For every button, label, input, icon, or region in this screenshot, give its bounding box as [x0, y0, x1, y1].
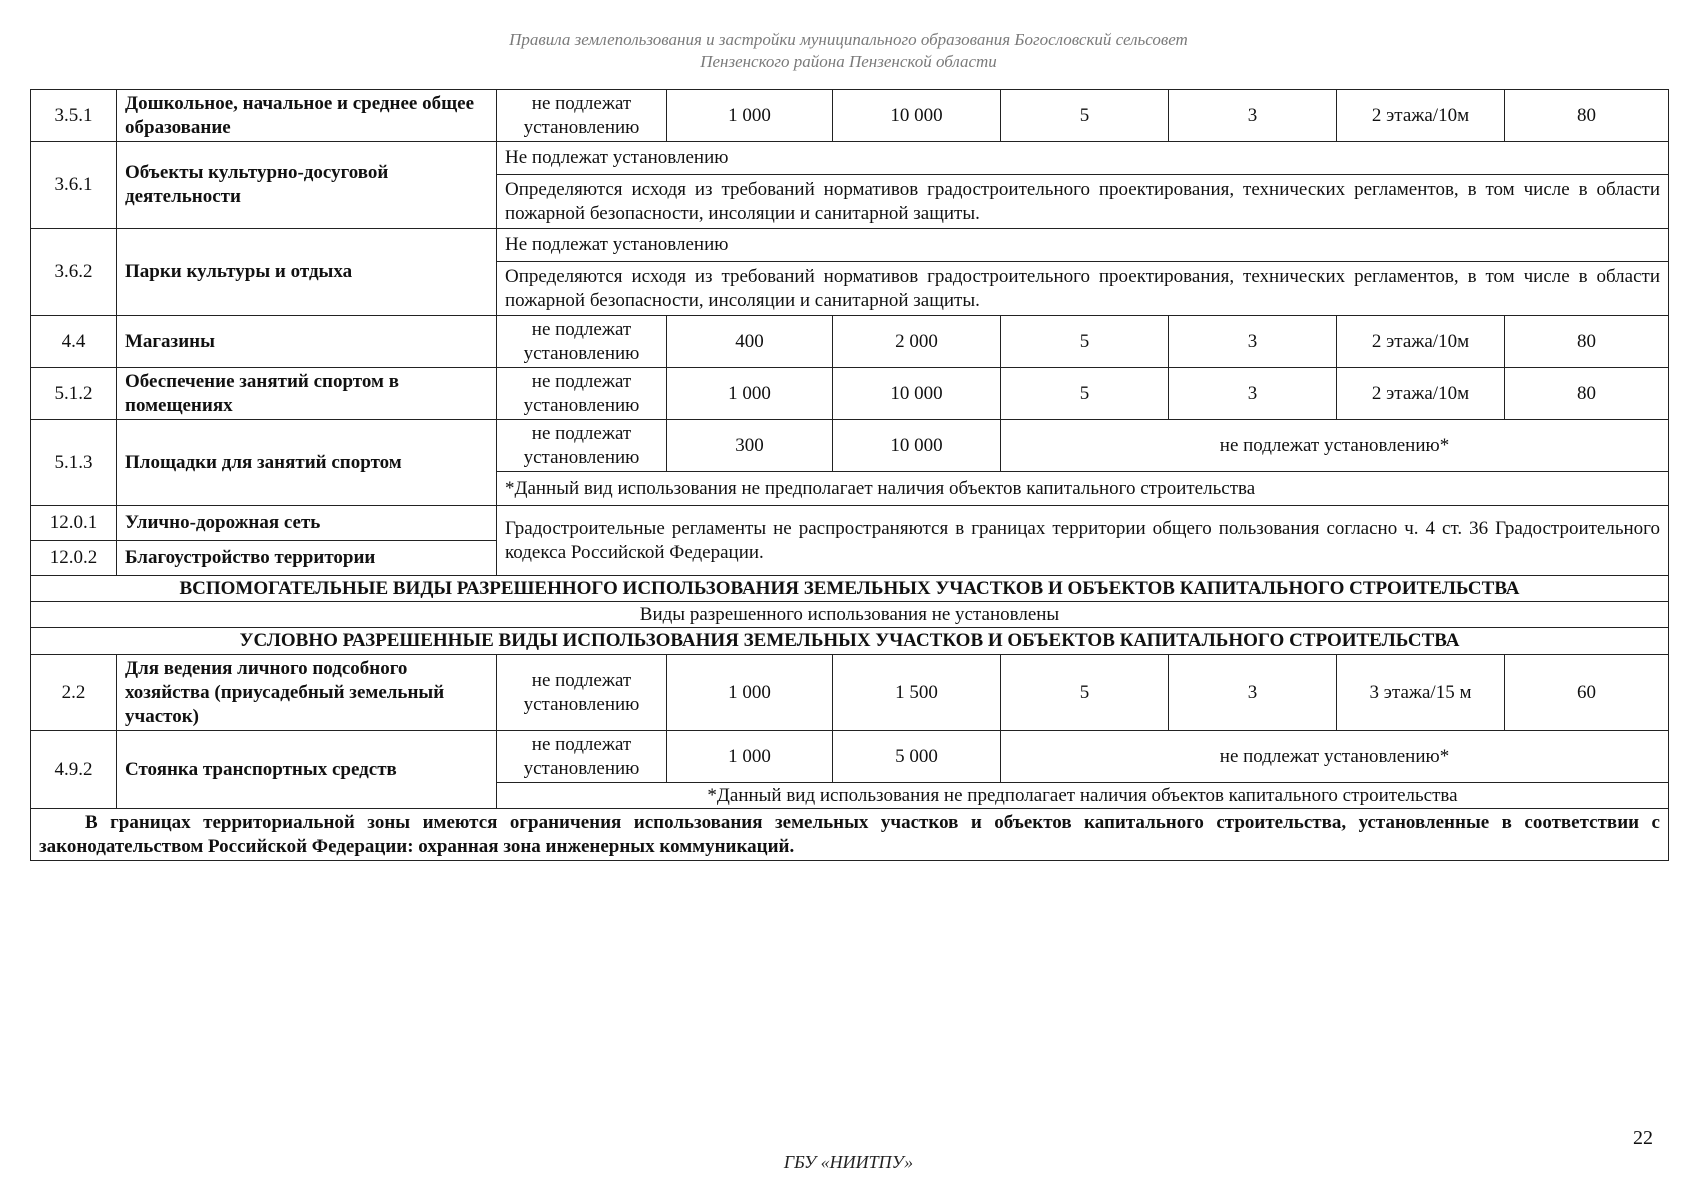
setback-other-cell: 3 — [1169, 368, 1337, 420]
coverage-cell: 80 — [1505, 316, 1669, 368]
land-use-regulations-table — [30, 89, 1669, 861]
setback-front-cell: 5 — [1001, 655, 1169, 731]
use-name: Благоустройство территории — [117, 541, 497, 576]
min-area-cell: 1 000 — [667, 655, 833, 731]
min-area-cell: 1 000 — [667, 368, 833, 420]
use-code: 4.9.2 — [31, 731, 117, 809]
use-code: 3.6.2 — [31, 229, 117, 316]
page-number: 22 — [1633, 1127, 1653, 1149]
use-name: Стоянка транспортных средств — [117, 731, 497, 809]
table-row — [31, 229, 1669, 262]
restrictions-note — [31, 809, 1669, 861]
setback-other-cell: 3 — [1169, 90, 1337, 142]
min-area-cell: 1 000 — [667, 731, 833, 783]
max-area-cell: 10 000 — [833, 420, 1001, 472]
use-code: 5.1.2 — [31, 368, 117, 420]
coverage-cell: 60 — [1505, 655, 1669, 731]
params-not-set-cell: не подлежат установлению* — [1001, 731, 1669, 783]
table-row — [31, 731, 1669, 783]
use-name: Объекты культурно-досуговой деятельности — [117, 142, 497, 229]
height-cell: 2 этажа/10м — [1337, 90, 1505, 142]
use-code: 5.1.3 — [31, 420, 117, 506]
setback-front-cell: 5 — [1001, 368, 1169, 420]
height-cell: 2 этажа/10м — [1337, 316, 1505, 368]
table-row — [31, 90, 1669, 142]
height-cell: 3 этажа/15 м — [1337, 655, 1505, 731]
use-code: 4.4 — [31, 316, 117, 368]
coverage-cell: 80 — [1505, 368, 1669, 420]
section-title-auxiliary: ВСПОМОГАТЕЛЬНЫЕ ВИДЫ РАЗРЕШЕННОГО ИСПОЛЬЗОВАНИЯ ЗЕМЕЛЬНЫХ УЧАСТКОВ И ОБЪЕКТОВ КАПИТАЛЬНОГО СТРОИТЕЛЬСТВА — [31, 576, 1669, 602]
running-header-line2: Пензенского района Пензенской области — [700, 52, 997, 71]
table-row — [31, 316, 1669, 368]
use-name: Магазины — [117, 316, 497, 368]
setback-front-cell: 5 — [1001, 316, 1169, 368]
params-not-set-cell: Не подлежат установлению — [497, 229, 1669, 262]
max-area-cell: 10 000 — [833, 90, 1001, 142]
regulations-exemption-cell: Градостроительные регламенты не распространяются в границах территории общего пользования согласно ч. 4 ст. 36 Градостроительного кодекса Российской Федерации. — [497, 506, 1669, 576]
footnote-cell: *Данный вид использования не предполагает наличия объектов капитального строительства — [497, 472, 1669, 506]
footnote-cell: *Данный вид использования не предполагает наличия объектов капитального строительства — [497, 783, 1669, 809]
table-row — [31, 506, 1669, 541]
min-area-cell: 300 — [667, 420, 833, 472]
section-title-conditional: УСЛОВНО РАЗРЕШЕННЫЕ ВИДЫ ИСПОЛЬЗОВАНИЯ ЗЕМЕЛЬНЫХ УЧАСТКОВ И ОБЪЕКТОВ КАПИТАЛЬНОГО СТРОИТЕЛЬСТВА — [31, 628, 1669, 655]
table-row — [31, 655, 1669, 731]
section-header-row — [31, 628, 1669, 655]
page-footer: ГБУ «НИИТПУ» — [783, 1152, 914, 1172]
use-code: 12.0.1 — [31, 506, 117, 541]
use-name: Дошкольное, начальное и среднее общее образование — [117, 90, 497, 142]
min-width-cell: не подлежат установлению — [497, 731, 667, 783]
setback-other-cell: 3 — [1169, 316, 1337, 368]
min-width-cell: не подлежат установлению — [497, 655, 667, 731]
running-header-line1: Правила землепользования и застройки муниципального образования Богословский сельсовет — [509, 30, 1188, 49]
section-header-row — [31, 576, 1669, 602]
use-name: Парки культуры и отдыха — [117, 229, 497, 316]
use-code: 3.6.1 — [31, 142, 117, 229]
use-name: Улично-дорожная сеть — [117, 506, 497, 541]
max-area-cell: 5 000 — [833, 731, 1001, 783]
table-row — [31, 420, 1669, 472]
max-area-cell: 2 000 — [833, 316, 1001, 368]
setback-front-cell: 5 — [1001, 90, 1169, 142]
use-code: 3.5.1 — [31, 90, 117, 142]
table-row — [31, 368, 1669, 420]
min-area-cell: 1 000 — [667, 90, 833, 142]
params-not-set-cell: Не подлежат установлению — [497, 142, 1669, 175]
params-not-set-cell: не подлежат установлению* — [1001, 420, 1669, 472]
min-area-cell: 400 — [667, 316, 833, 368]
coverage-cell: 80 — [1505, 90, 1669, 142]
min-width-cell: не подлежат установлению — [497, 368, 667, 420]
params-determination-cell: Определяются исходя из требований нормативов градостроительного проектирования, технических регламентов, в том числе в области пожарной безопасности, инсоляции и санитарной защиты. — [497, 262, 1669, 316]
max-area-cell: 1 500 — [833, 655, 1001, 731]
params-determination-cell: Определяются исходя из требований нормативов градостроительного проектирования, технических регламентов, в том числе в области пожарной безопасности, инсоляции и санитарной защиты. — [497, 175, 1669, 229]
height-cell: 2 этажа/10м — [1337, 368, 1505, 420]
min-width-cell: не подлежат установлению — [497, 90, 667, 142]
max-area-cell: 10 000 — [833, 368, 1001, 420]
restrictions-note-text: В границах территориальной зоны имеются ограничения использования земельных участков и объектов капитального строительства, установленные в соответствии с законодательством Российской Федерации: охранная зона инженерных коммуникаций. — [39, 811, 1660, 857]
table-row — [31, 602, 1669, 628]
no-uses-cell: Виды разрешенного использования не установлены — [31, 602, 1669, 628]
min-width-cell: не подлежат установлению — [497, 316, 667, 368]
use-name: Площадки для занятий спортом — [117, 420, 497, 506]
use-code: 12.0.2 — [31, 541, 117, 576]
min-width-cell: не подлежат установлению — [497, 420, 667, 472]
table-row — [31, 142, 1669, 175]
setback-other-cell: 3 — [1169, 655, 1337, 731]
use-name: Обеспечение занятий спортом в помещениях — [117, 368, 497, 420]
use-name: Для ведения личного подсобного хозяйства (приусадебный земельный участок) — [117, 655, 497, 731]
use-code: 2.2 — [31, 655, 117, 731]
table-row — [31, 809, 1669, 861]
